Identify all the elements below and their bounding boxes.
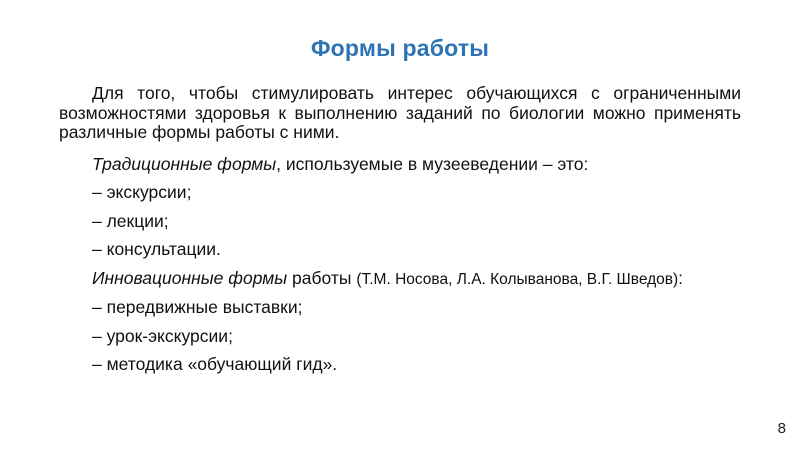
slide-title: Формы работы — [310, 35, 490, 61]
innovative-forms-heading — [59, 269, 741, 290]
list-item-lesson-excursions: – урок-экскурсии; — [92, 325, 233, 346]
list-item-consultations: – консультации. — [92, 239, 221, 259]
innovative-forms-colon: : — [678, 267, 684, 288]
innovative-forms-label: Инновационные формы — [92, 267, 288, 288]
slide-body — [59, 84, 741, 375]
list-item-lectures: – лекции; — [92, 210, 169, 231]
page-number: 8 — [777, 420, 786, 437]
innovative-forms-authors: (Т.М. Носова, Л.А. Колыванова, В.Г. Шведов) — [356, 270, 679, 288]
list-item-excursions: – экскурсии; — [92, 182, 192, 202]
list-item-mobile-exhibitions: – передвижные выставки; — [92, 297, 303, 317]
traditional-forms-label: Традиционные формы — [92, 153, 277, 174]
intro-paragraph: Для того, чтобы стимулировать интерес обучающихся с ограниченными возможностями здоровья к выполнению заданий по биологии можно применять различные формы работы с ними. — [59, 83, 741, 142]
list-item-teaching-guide: – методика «обучающий гид». — [92, 354, 338, 374]
traditional-forms-heading — [59, 155, 741, 175]
innovative-forms-text: работы — [287, 267, 357, 288]
traditional-forms-text: , используемые в музееведении – это: — [276, 153, 589, 174]
